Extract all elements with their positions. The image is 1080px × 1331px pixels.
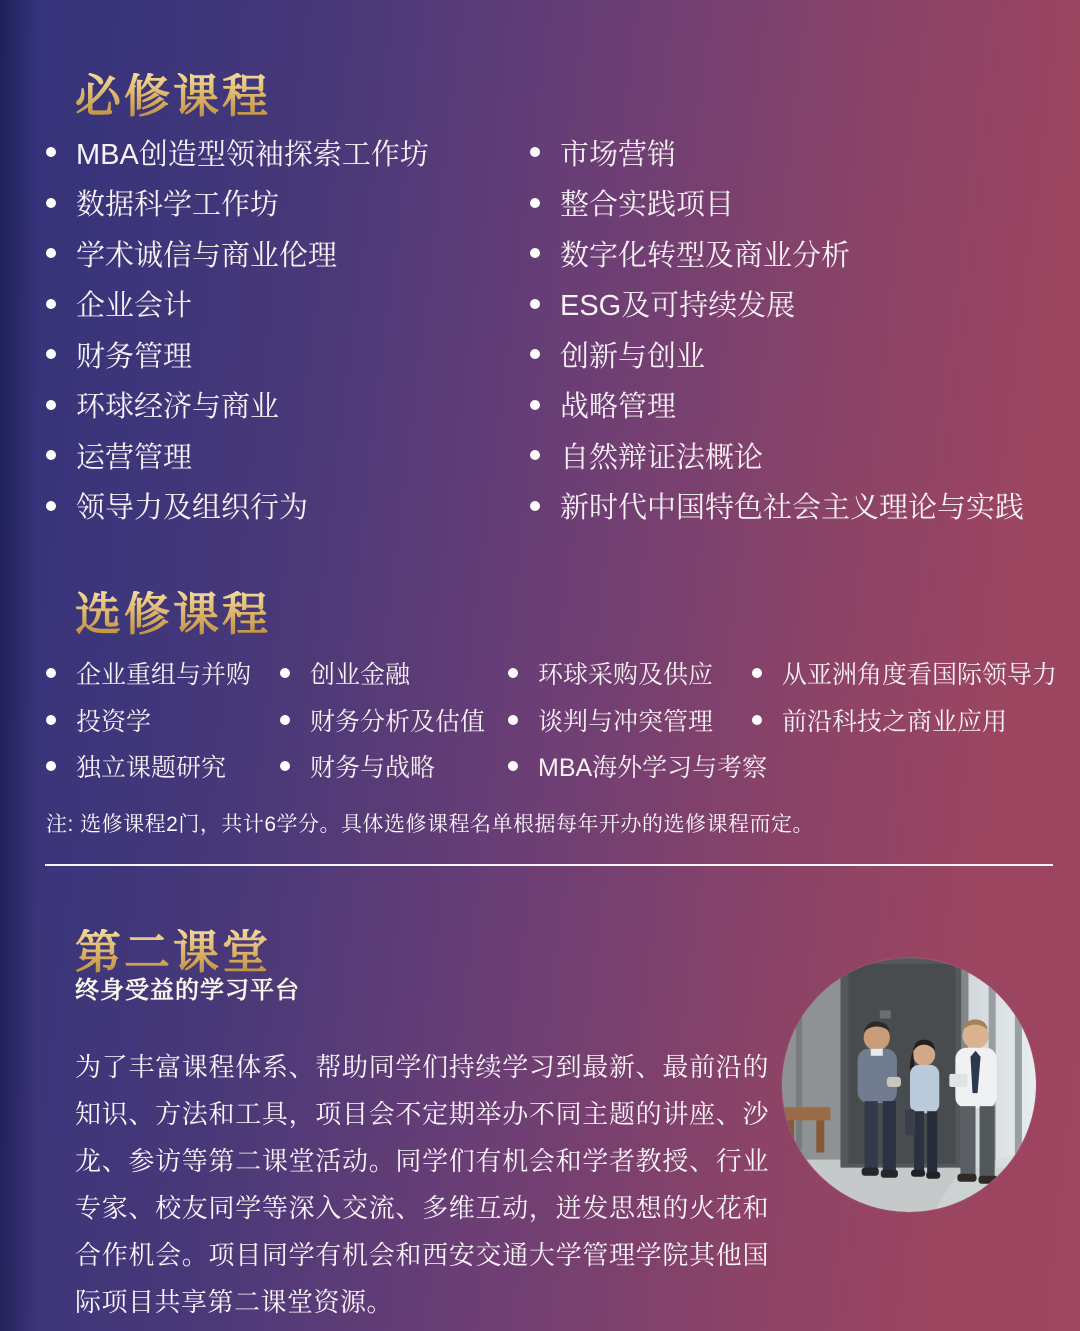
left-edge-shade [0,0,38,1331]
campus-walk-photo-illustration [782,958,1036,1212]
course-item: 市场营销 [530,127,1024,178]
elective-courses-column-2 [280,650,485,790]
course-item: 财务管理 [46,329,429,380]
course-item: 新时代中国特色社会主义理论与实践 [530,481,1024,532]
course-item: 领导力及组织行为 [46,481,429,532]
course-item: 从亚洲角度看国际领导力 [752,650,1057,697]
elective-note: 注: 选修课程2门，共计6学分。具体选修课程名单根据每年开办的选修课程而定。 [46,813,815,836]
course-item: MBA海外学习与考察 [508,743,767,790]
course-item: 环球经济与商业 [46,380,429,431]
elective-courses-title: 选修课程 [75,587,271,640]
course-item: 学术诚信与商业伦理 [46,228,429,279]
course-item: 自然辩证法概论 [530,430,1024,481]
required-courses-title: 必修课程 [75,69,271,122]
course-item: 运营管理 [46,430,429,481]
course-item: 财务与战略 [280,743,485,790]
course-item: 前沿科技之商业应用 [752,697,1057,744]
course-item: 企业会计 [46,279,429,330]
course-item: 战略管理 [530,380,1024,431]
elective-courses-column-4 [752,650,1057,743]
course-item: 独立课题研究 [46,743,251,790]
second-classroom-body: 为了丰富课程体系、帮助同学们持续学习到最新、最前沿的知识、方法和工具，项目会不定期举办不同主题的讲座、沙龙、参访等第二课堂活动。同学们有机会和学者教授、行业专家、校友同学等深入交流、多维互动，迸发思想的火花和合作机会。项目同学有机会和西安交通大学管理学院其他国际项目共享第二课堂资源。 [75,1052,769,1317]
elective-courses-column-3 [508,650,767,790]
course-item: 投资学 [46,697,251,744]
course-item: 创新与创业 [530,329,1024,380]
section-divider [45,864,1053,866]
second-classroom-subtitle: 终身受益的学习平台 [75,977,300,1004]
course-item: MBA创造型领袖探索工作坊 [46,127,429,178]
course-item: 企业重组与并购 [46,650,251,697]
second-classroom-photo [782,958,1036,1212]
course-item: 谈判与冲突管理 [508,697,767,744]
course-item: 创业金融 [280,650,485,697]
course-item: ESG及可持续发展 [530,279,1024,330]
course-item: 财务分析及估值 [280,697,485,744]
course-item: 数字化转型及商业分析 [530,228,1024,279]
course-item: 数据科学工作坊 [46,178,429,229]
elective-courses-column-1 [46,650,251,790]
course-item: 环球采购及供应 [508,650,767,697]
required-courses-right-column [530,127,1024,531]
course-item: 整合实践项目 [530,178,1024,229]
required-courses-left-column [46,127,429,531]
second-classroom-title: 第二课堂 [75,925,271,978]
